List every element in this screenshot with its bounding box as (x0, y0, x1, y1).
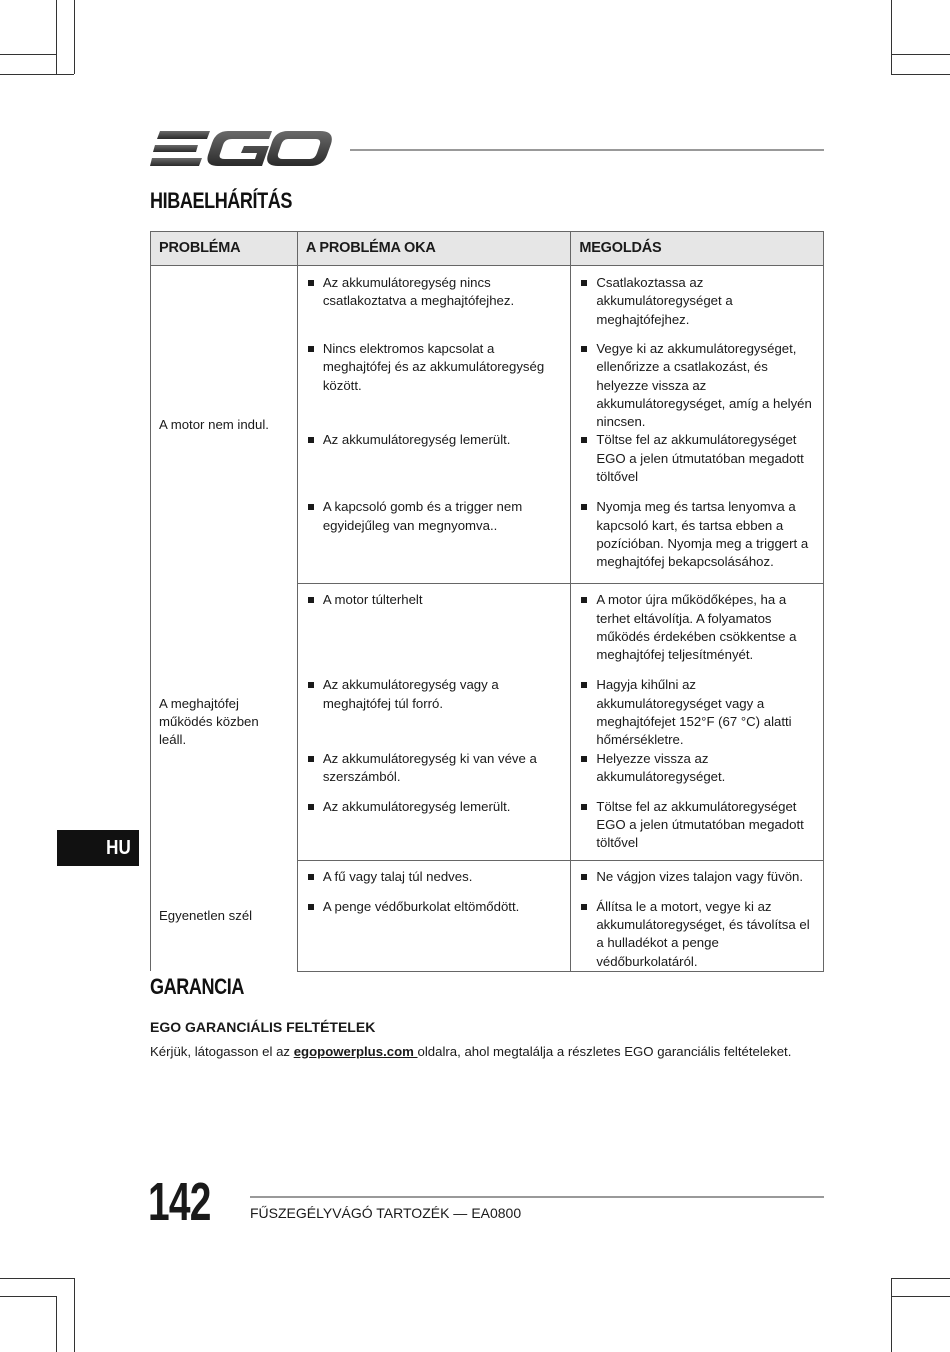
table-row (151, 584, 824, 677)
bullet-icon (308, 804, 314, 810)
table-row (151, 860, 824, 898)
bullet-icon (581, 437, 587, 443)
bullet-icon (308, 874, 314, 880)
solution-item: Vegye ki az akkumulátoregységet, ellenőrizze a csatlakozást, és helyezze vissza az akkumulátoregységet, amíg a helyén nincsen. (571, 340, 823, 431)
crop-mark (0, 74, 74, 75)
bullet-icon (581, 346, 587, 352)
crop-mark (0, 54, 56, 55)
header-solution: MEGOLDÁS (571, 232, 824, 266)
bullet-icon (581, 280, 587, 286)
bullet-icon (581, 804, 587, 810)
cause-item: A fű vagy talaj túl nedves. (298, 868, 571, 886)
cause-item: Az akkumulátoregység nincs csatlakoztatva a meghajtófejhez. (298, 274, 571, 311)
crop-mark (0, 1296, 56, 1297)
bullet-icon (581, 756, 587, 762)
troubleshooting-title: HIBAELHÁRÍTÁS (150, 188, 293, 213)
page-number: 142 (148, 1172, 211, 1232)
footer-rule (250, 1196, 824, 1198)
warranty-link[interactable]: egopowerplus.com (293, 1044, 418, 1059)
table-header-row (151, 232, 824, 266)
header-cause: A PROBLÉMA OKA (297, 232, 571, 266)
crop-mark (891, 54, 950, 55)
warranty-subtitle: EGO GARANCIÁLIS FELTÉTELEK (150, 1019, 376, 1035)
bullet-icon (581, 904, 587, 910)
bullet-icon (581, 682, 587, 688)
crop-mark (891, 74, 950, 75)
crop-mark (56, 1296, 57, 1352)
solution-item: Töltse fel az akkumulátoregységet EGO a jelen útmutatóban megadott töltővel (571, 431, 823, 486)
cause-item: Nincs elektromos kapcsolat a meghajtófej és az akkumulátoregység között. (298, 340, 571, 395)
header-rule (350, 149, 824, 151)
bullet-icon (308, 597, 314, 603)
footer-product: FŰSZEGÉLYVÁGÓ TARTOZÉK — EA0800 (250, 1205, 522, 1221)
bullet-icon (581, 597, 587, 603)
cause-item: Az akkumulátoregység vagy a meghajtófej túl forró. (298, 676, 571, 713)
bullet-icon (308, 904, 314, 910)
solution-item: Helyezze vissza az akkumulátoregységet. (571, 750, 823, 787)
ego-logo (150, 128, 332, 170)
warranty-text: Kérjük, látogasson el az egopowerplus.com oldalra, ahol megtalálja a részletes EGO garanciális feltételeket. (150, 1044, 792, 1059)
crop-mark (56, 0, 57, 74)
crop-mark (74, 1278, 75, 1352)
cause-item: Az akkumulátoregység ki van véve a szerszámból. (298, 750, 571, 787)
cause-item: A penge védőburkolat eltömődött. (298, 898, 571, 916)
bullet-icon (308, 280, 314, 286)
solution-item: Csatlakoztassa az akkumulátoregységet a meghajtófejhez. (571, 274, 823, 329)
solution-item: A motor újra működőképes, ha a terhet eltávolítja. A folyamatos működés érdekében csökkentse a meghajtófej teljesítményét. (571, 591, 823, 664)
bullet-icon (308, 682, 314, 688)
cause-item: A motor túlterhelt (298, 591, 571, 609)
solution-item: Ne vágjon vizes talajon vagy füvön. (571, 868, 823, 886)
solution-item: Töltse fel az akkumulátoregységet EGO a jelen útmutatóban megadott töltővel (571, 798, 823, 853)
cause-item: Az akkumulátoregység lemerült. (298, 798, 571, 816)
crop-mark (74, 0, 75, 74)
crop-mark (891, 1296, 950, 1297)
bullet-icon (308, 437, 314, 443)
cause-item: Az akkumulátoregység lemerült. (298, 431, 571, 449)
language-tab: HU (57, 830, 139, 866)
solution-item: Nyomja meg és tartsa lenyomva a kapcsoló kart, és tartsa ebben a pozícióban. Nyomja meg a triggert a meghajtófej bekapcsolásához. (571, 498, 823, 571)
cause-item: A kapcsoló gomb és a trigger nem egyidejűleg van megnyomva.. (298, 498, 571, 535)
bullet-icon (581, 874, 587, 880)
bullet-icon (308, 346, 314, 352)
crop-mark (891, 0, 892, 74)
problem-cell: A meghajtófej működés közben leáll. (151, 584, 298, 860)
bullet-icon (308, 504, 314, 510)
crop-mark (891, 1278, 892, 1352)
troubleshooting-table (150, 231, 824, 972)
bullet-icon (581, 504, 587, 510)
crop-mark (0, 1278, 74, 1279)
warranty-title: GARANCIA (150, 974, 244, 999)
bullet-icon (308, 756, 314, 762)
header-problem: PROBLÉMA (151, 232, 298, 266)
table-row (151, 266, 824, 341)
problem-cell: Egyenetlen szél (151, 860, 298, 971)
problem-cell: A motor nem indul. (151, 266, 298, 584)
solution-item: Hagyja kihűlni az akkumulátoregységet vagy a meghajtófejet 152°F (67 °C) alatti hőmérsékletre. (571, 676, 823, 749)
solution-item: Állítsa le a motort, vegye ki az akkumulátoregységet, és távolítsa el a hulladékot a penge védőburkolatáról. (571, 898, 823, 971)
crop-mark (891, 1278, 950, 1279)
